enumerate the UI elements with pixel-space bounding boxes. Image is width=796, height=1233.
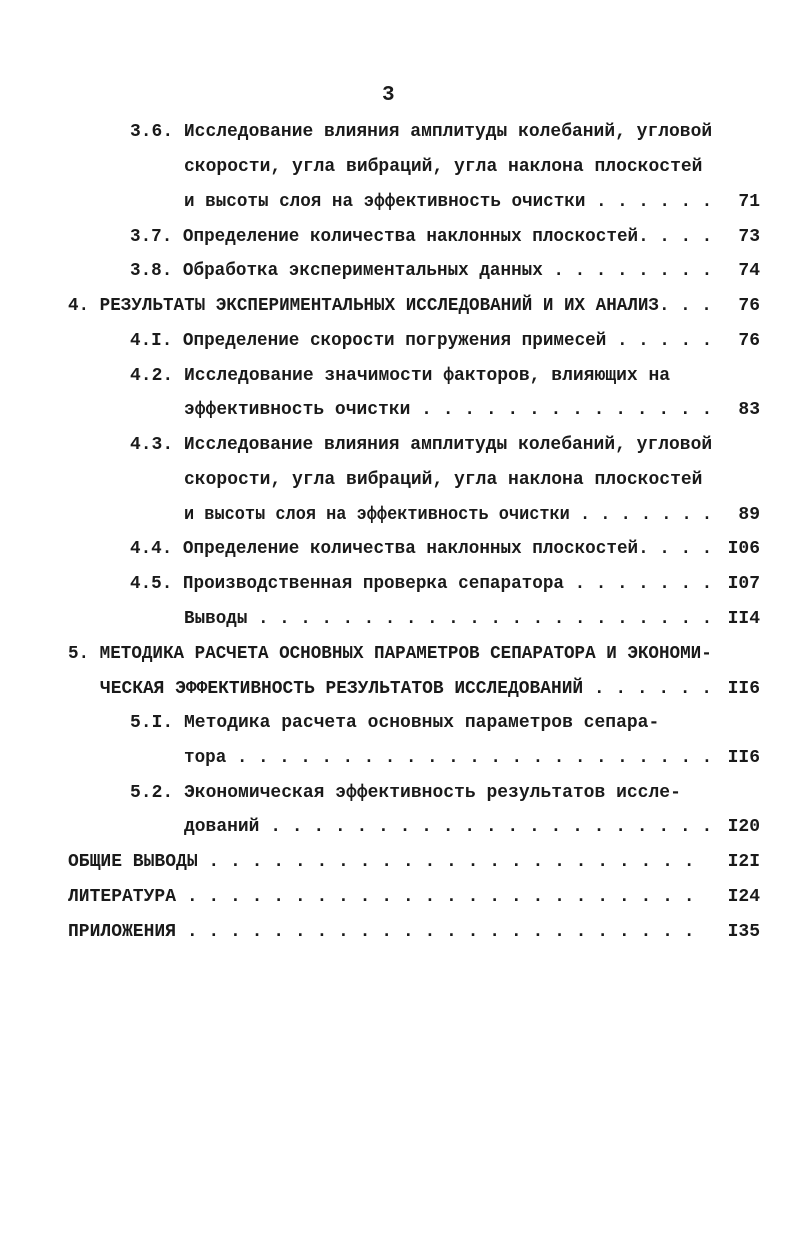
- toc-page-4-1: 76: [738, 331, 760, 351]
- toc-entry-4-4: 4.4. Определение количества наклонных плоскостей. . . .: [130, 539, 713, 559]
- toc-entry-4-1: 4.I. Определение скорости погружения примесей . . . . .: [130, 331, 713, 351]
- toc-entry-3-8: 3.8. Обработка экспериментальных данных . . . . . . . .: [130, 261, 713, 281]
- toc-entry-3-6-line-1: 3.6. Исследование влияния амплитуды колебаний, угловой: [130, 122, 713, 142]
- toc-entry-5-2-line-1: 5.2. Экономическая эффективность результатов иссле-: [130, 783, 681, 803]
- toc-entry-3-6-line-2: скорости, угла вибраций, угла наклона плоскостей: [184, 157, 703, 177]
- toc-entry-4-2-line-2: эффективность очистки . . . . . . . . . . . . . .: [184, 400, 713, 420]
- toc-page-5-2: I20: [727, 817, 760, 837]
- toc-entry-4-3-line-1: 4.3. Исследование влияния амплитуды колебаний, угловой: [130, 435, 713, 455]
- toc-entry-4-3-line-3: и высоты слоя на эффективность очистки . . . . . . .: [184, 505, 713, 525]
- toc-entry-3-6-line-3: и высоты слоя на эффективность очистки . . . . . .: [184, 192, 713, 212]
- toc-page-3-6: 71: [738, 192, 760, 212]
- toc-entry-5-line-2: ЧЕСКАЯ ЭФФЕКТИВНОСТЬ РЕЗУЛЬТАТОВ ИССЛЕДОВАНИЙ . . . . . .: [100, 679, 713, 699]
- toc-entry-5-1-line-2: тора . . . . . . . . . . . . . . . . . . . . . . .: [184, 748, 713, 768]
- toc-page-general-conclusions: I2I: [727, 852, 760, 872]
- toc-page-4: 76: [738, 296, 760, 316]
- toc-page-3-8: 74: [738, 261, 760, 281]
- toc-page-4-4: I06: [727, 539, 760, 559]
- toc-page-5: II6: [727, 679, 760, 699]
- toc-page-conclusions-4: II4: [727, 609, 760, 629]
- toc-page-4-5: I07: [727, 574, 760, 594]
- toc-entry-4-3-line-2: скорости, угла вибраций, угла наклона плоскостей: [184, 470, 703, 490]
- toc-entry-4-5: 4.5. Производственная проверка сепаратора . . . . . . .: [130, 574, 713, 594]
- toc-page-appendices: I35: [727, 922, 760, 942]
- toc-entry-appendices: ПРИЛОЖЕНИЯ . . . . . . . . . . . . . . . . . . . . . . . .: [68, 922, 695, 942]
- toc-page-literature: I24: [727, 887, 760, 907]
- toc-entry-5-2-line-2: дований . . . . . . . . . . . . . . . . . . . . .: [184, 817, 713, 837]
- toc-entry-5-line-1: 5. МЕТОДИКА РАСЧЕТА ОСНОВНЫХ ПАРАМЕТРОВ СЕПАРАТОРА И ЭКОНОМИ-: [68, 644, 712, 664]
- toc-page-4-2: 83: [738, 400, 760, 420]
- toc-entry-general-conclusions: ОБЩИЕ ВЫВОДЫ . . . . . . . . . . . . . . . . . . . . . . .: [68, 852, 695, 872]
- toc-entry-4: 4. РЕЗУЛЬТАТЫ ЭКСПЕРИМЕНТАЛЬНЫХ ИССЛЕДОВАНИЙ И ИХ АНАЛИЗ. . .: [68, 296, 712, 316]
- toc-page-5-1: II6: [727, 748, 760, 768]
- page-number: 3: [382, 84, 395, 107]
- toc-entry-conclusions-4: Выводы . . . . . . . . . . . . . . . . . . . . . .: [184, 609, 713, 629]
- toc-page-4-3: 89: [738, 505, 760, 525]
- toc-entry-3-7: 3.7. Определение количества наклонных плоскостей. . . .: [130, 227, 713, 247]
- toc-entry-literature: ЛИТЕРАТУРА . . . . . . . . . . . . . . . . . . . . . . . .: [68, 887, 695, 907]
- toc-page-3-7: 73: [738, 227, 760, 247]
- toc-entry-5-1-line-1: 5.I. Методика расчета основных параметров сепара-: [130, 713, 660, 733]
- toc-entry-4-2-line-1: 4.2. Исследование значимости факторов, влияющих на: [130, 366, 671, 386]
